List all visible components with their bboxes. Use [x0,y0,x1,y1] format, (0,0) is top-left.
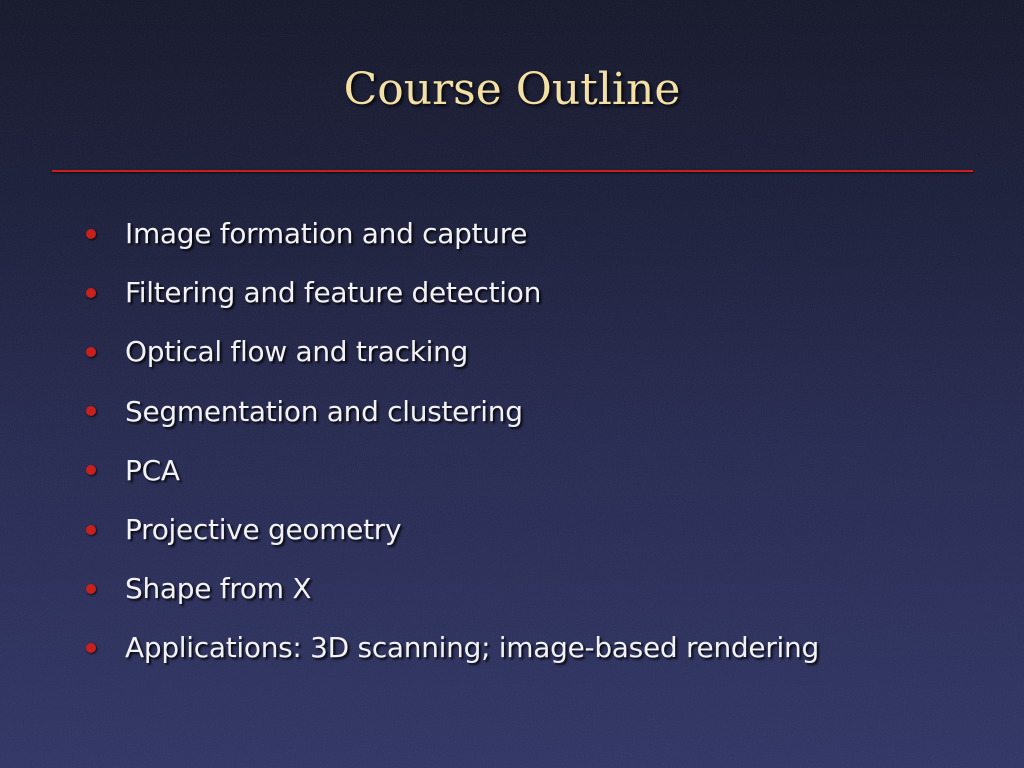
bullet-text: Applications: 3D scanning; image-based rendering [125,631,819,665]
slide-title: Course Outline [343,64,681,115]
bullet-text: Optical flow and tracking [125,335,469,369]
bullet-dot-icon [86,288,96,298]
bullet-text: PCA [125,453,180,487]
bullet-item [86,322,819,381]
bullet-dot-icon [86,643,96,653]
bullet-dot-icon [86,465,96,475]
bullet-text: Projective geometry [125,513,402,547]
bullet-item [86,441,819,500]
bullet-item [86,382,819,441]
bullet-item [86,559,819,618]
bullet-item [86,263,819,322]
bullet-dot-icon [86,525,96,535]
title-divider [52,170,973,172]
bullet-dot-icon [86,406,96,416]
bullet-text: Image formation and capture [125,217,528,251]
bullet-text: Filtering and feature detection [125,276,542,310]
bullet-dot-icon [86,229,96,239]
bullet-text: Shape from X [125,572,312,606]
bullet-item [86,204,819,263]
bullet-dot-icon [86,347,96,357]
bullet-item [86,618,819,677]
bullet-dot-icon [86,584,96,594]
bullet-list [86,204,819,678]
bullet-item [86,500,819,559]
bullet-text: Segmentation and clustering [125,394,523,428]
